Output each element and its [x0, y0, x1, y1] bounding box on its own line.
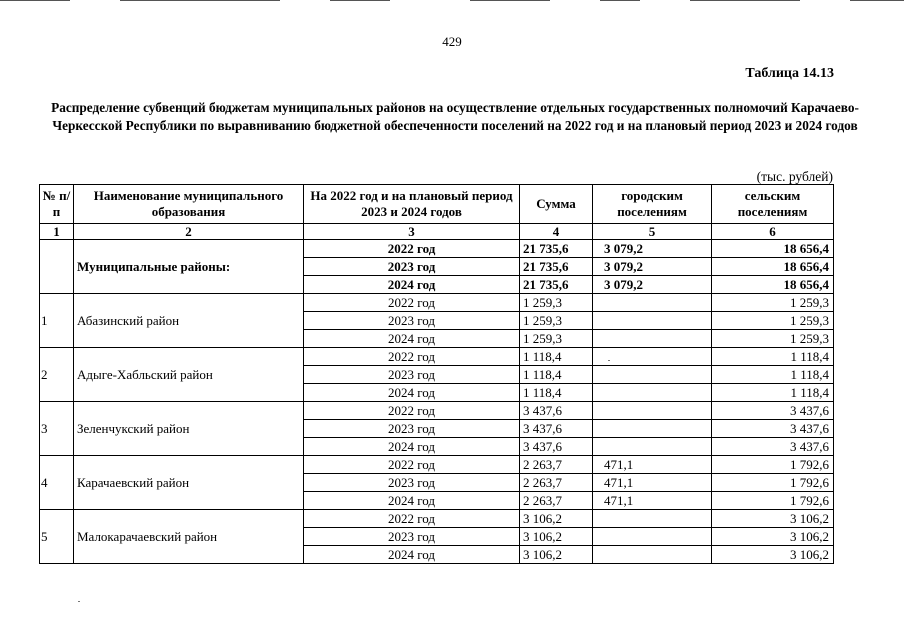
urban-cell: [593, 438, 712, 456]
year-cell: 2022 год: [304, 456, 520, 474]
rural-cell: 3 437,6: [712, 438, 834, 456]
table-row: [40, 294, 834, 312]
rural-cell: 3 437,6: [712, 402, 834, 420]
urban-cell: [593, 528, 712, 546]
rural-cell: 1 792,6: [712, 456, 834, 474]
sum-cell: 1 118,4: [520, 384, 593, 402]
sum-cell: 1 118,4: [520, 366, 593, 384]
sum-cell: 1 259,3: [520, 330, 593, 348]
rural-cell: 18 656,4: [712, 240, 834, 258]
header-sum: Сумма: [520, 185, 593, 224]
header-urban: городским поселениям: [593, 185, 712, 224]
sum-cell: 3 437,6: [520, 402, 593, 420]
rural-cell: 3 106,2: [712, 510, 834, 528]
urban-cell: 471,1: [593, 492, 712, 510]
row-number: 2: [40, 348, 74, 402]
year-cell: 2024 год: [304, 384, 520, 402]
sum-cell: 2 263,7: [520, 474, 593, 492]
year-cell: 2023 год: [304, 528, 520, 546]
year-cell: 2024 год: [304, 438, 520, 456]
urban-cell: 3 079,2: [593, 258, 712, 276]
rural-cell: 1 259,3: [712, 312, 834, 330]
total-row: [40, 240, 834, 258]
sum-cell: 2 263,7: [520, 492, 593, 510]
row-number: 4: [40, 456, 74, 510]
table-row: [40, 510, 834, 528]
sum-cell: 3 106,2: [520, 528, 593, 546]
year-cell: 2024 год: [304, 276, 520, 294]
sum-cell: 1 259,3: [520, 312, 593, 330]
urban-cell: 471,1: [593, 474, 712, 492]
rural-cell: 1 118,4: [712, 366, 834, 384]
column-number: 2: [74, 224, 304, 240]
rural-cell: 3 106,2: [712, 528, 834, 546]
year-cell: 2024 год: [304, 546, 520, 564]
year-cell: 2024 год: [304, 492, 520, 510]
municipality-name: Зеленчукский район: [74, 402, 304, 456]
urban-cell: [593, 546, 712, 564]
table-label: Таблица 14.13: [745, 66, 834, 81]
year-cell: 2023 год: [304, 366, 520, 384]
column-number: 5: [593, 224, 712, 240]
header-period: На 2022 год и на плановый период 2023 и 2024 годов: [304, 185, 520, 224]
year-cell: 2022 год: [304, 402, 520, 420]
table-title: Распределение субвенций бюджетам муниципальных районов на осуществление отдельных государственных полномочий Карачаево-Черкесской Республики по выравниванию бюджетной обеспеченности поселений на 2022 год и на плановый период 2023 и 2024 годов: [51, 100, 859, 133]
sum-cell: 2 263,7: [520, 456, 593, 474]
urban-cell: [593, 402, 712, 420]
municipality-name: Адыге-Хабльский район: [74, 348, 304, 402]
header-rural: сельским поселениям: [712, 185, 834, 224]
rural-cell: 1 118,4: [712, 348, 834, 366]
year-cell: 2024 год: [304, 330, 520, 348]
municipality-name: Малокарачаевский район: [74, 510, 304, 564]
budget-table: [39, 184, 834, 564]
page-number: 429: [442, 34, 462, 49]
urban-cell: 471,1: [593, 456, 712, 474]
urban-cell: [593, 420, 712, 438]
table-header: [40, 185, 834, 240]
header-name: Наименование муниципального образования: [74, 185, 304, 224]
header-num: № п/п: [40, 185, 74, 224]
municipality-name: Абазинский район: [74, 294, 304, 348]
urban-cell: [593, 366, 712, 384]
sum-cell: 3 437,6: [520, 420, 593, 438]
rural-cell: 18 656,4: [712, 258, 834, 276]
year-cell: 2022 год: [304, 294, 520, 312]
rural-cell: 3 437,6: [712, 420, 834, 438]
sum-cell: 21 735,6: [520, 258, 593, 276]
row-number: 1: [40, 294, 74, 348]
sum-cell: 1 118,4: [520, 348, 593, 366]
urban-cell: 3 079,2: [593, 276, 712, 294]
year-cell: 2022 год: [304, 510, 520, 528]
scan-speck: [608, 360, 610, 361]
rural-cell: 1 259,3: [712, 294, 834, 312]
unit-label: (тыс. рублей): [756, 169, 833, 184]
year-cell: 2023 год: [304, 258, 520, 276]
rural-cell: 1 792,6: [712, 474, 834, 492]
row-number: 3: [40, 402, 74, 456]
year-cell: 2023 год: [304, 420, 520, 438]
rural-cell: 1 118,4: [712, 384, 834, 402]
sum-cell: 21 735,6: [520, 240, 593, 258]
urban-cell: [593, 330, 712, 348]
sum-cell: 3 106,2: [520, 510, 593, 528]
table-row: [40, 348, 834, 366]
urban-cell: 3 079,2: [593, 240, 712, 258]
rural-cell: 1 259,3: [712, 330, 834, 348]
urban-cell: [593, 510, 712, 528]
scan-top-edge: [0, 0, 904, 2]
urban-cell: [593, 348, 712, 366]
year-cell: 2023 год: [304, 312, 520, 330]
year-cell: 2022 год: [304, 240, 520, 258]
urban-cell: [593, 384, 712, 402]
sum-cell: 3 437,6: [520, 438, 593, 456]
table-row: [40, 456, 834, 474]
rural-cell: 18 656,4: [712, 276, 834, 294]
rural-cell: 3 106,2: [712, 546, 834, 564]
sum-cell: 21 735,6: [520, 276, 593, 294]
municipality-name: Карачаевский район: [74, 456, 304, 510]
column-number: 3: [304, 224, 520, 240]
column-number: 6: [712, 224, 834, 240]
sum-cell: 3 106,2: [520, 546, 593, 564]
column-number: 4: [520, 224, 593, 240]
municipality-name: Муниципальные районы:: [74, 240, 304, 294]
sum-cell: 1 259,3: [520, 294, 593, 312]
urban-cell: [593, 312, 712, 330]
table-row: [40, 402, 834, 420]
year-cell: 2022 год: [304, 348, 520, 366]
year-cell: 2023 год: [304, 474, 520, 492]
scan-speck: [78, 601, 80, 602]
column-number-row: [40, 224, 834, 240]
table-body: [40, 240, 834, 564]
row-number: 5: [40, 510, 74, 564]
row-number: [40, 240, 74, 294]
column-number: 1: [40, 224, 74, 240]
rural-cell: 1 792,6: [712, 492, 834, 510]
urban-cell: [593, 294, 712, 312]
